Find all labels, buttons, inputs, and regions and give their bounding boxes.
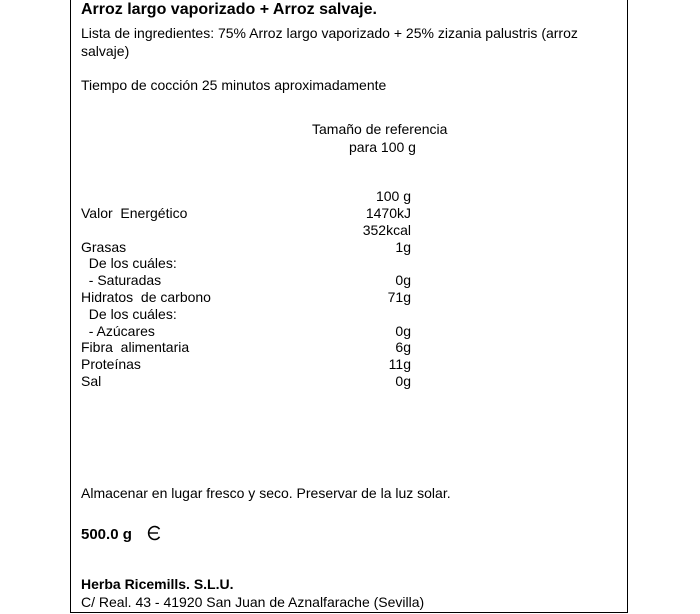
nutrition-value: 71g [387, 289, 411, 305]
ingredients-list: Lista de ingredientes: 75% Arroz largo vaporizado + 25% zizania palustris (arroz salvaje) [81, 25, 578, 59]
reference-size-line2: para 100 g [349, 139, 416, 155]
nutrition-value: 1470kJ [365, 205, 411, 221]
nutrition-row [81, 323, 411, 340]
storage-instructions: Almacenar en lugar fresco y seco. Preservar de la luz solar. [81, 485, 451, 501]
nutrition-row [81, 255, 411, 272]
company-address: C/ Real. 43 - 41920 San Juan de Aznalfarache (Sevilla) [81, 594, 425, 610]
nutrition-label: De los cuáles: [81, 305, 177, 322]
nutrition-row [81, 339, 411, 356]
nutrition-row [81, 306, 411, 323]
nutrition-row [81, 205, 411, 222]
nutrition-value: 1g [395, 238, 411, 255]
nutrition-row [81, 373, 411, 390]
estimated-sign-icon [147, 524, 161, 542]
label-frame [70, 0, 628, 613]
nutrition-row [81, 239, 411, 256]
column-header: 100 g [375, 188, 411, 204]
net-weight: 500.0 g [81, 526, 132, 543]
nutrition-row [81, 222, 411, 239]
nutrition-label: - Saturadas [81, 272, 162, 289]
nutrition-value: 0g [395, 373, 411, 389]
nutrition-value: 0g [395, 322, 411, 339]
reference-size-line1: Tamaño de referencia [312, 121, 448, 137]
nutrition-header-row [81, 188, 411, 205]
nutrition-value: 352kcal [362, 221, 411, 238]
nutrition-label: - Azúcares [81, 322, 155, 339]
nutrition-label: Grasas [81, 238, 127, 255]
nutrition-value: 6g [395, 339, 411, 356]
nutrition-value: 0g [395, 272, 411, 289]
nutrition-row [81, 356, 411, 373]
nutrition-label: Proteínas [81, 356, 141, 373]
nutrition-row [81, 272, 411, 289]
nutrition-row [81, 289, 411, 306]
cooking-time: Tiempo de cocción 25 minutos aproximadamente [81, 77, 387, 93]
nutrition-value: 11g [388, 356, 411, 373]
nutrition-label: Sal [81, 373, 102, 389]
product-title: Arroz largo vaporizado + Arroz salvaje. [81, 1, 377, 18]
company-name: Herba Ricemills. S.L.U. [81, 576, 234, 592]
nutrition-label: Hidratos de carbono [81, 289, 211, 305]
nutrition-label: Valor Energético [81, 205, 188, 221]
nutrition-label: De los cuáles: [81, 255, 177, 272]
nutrition-label: Fibra alimentaria [81, 339, 190, 356]
